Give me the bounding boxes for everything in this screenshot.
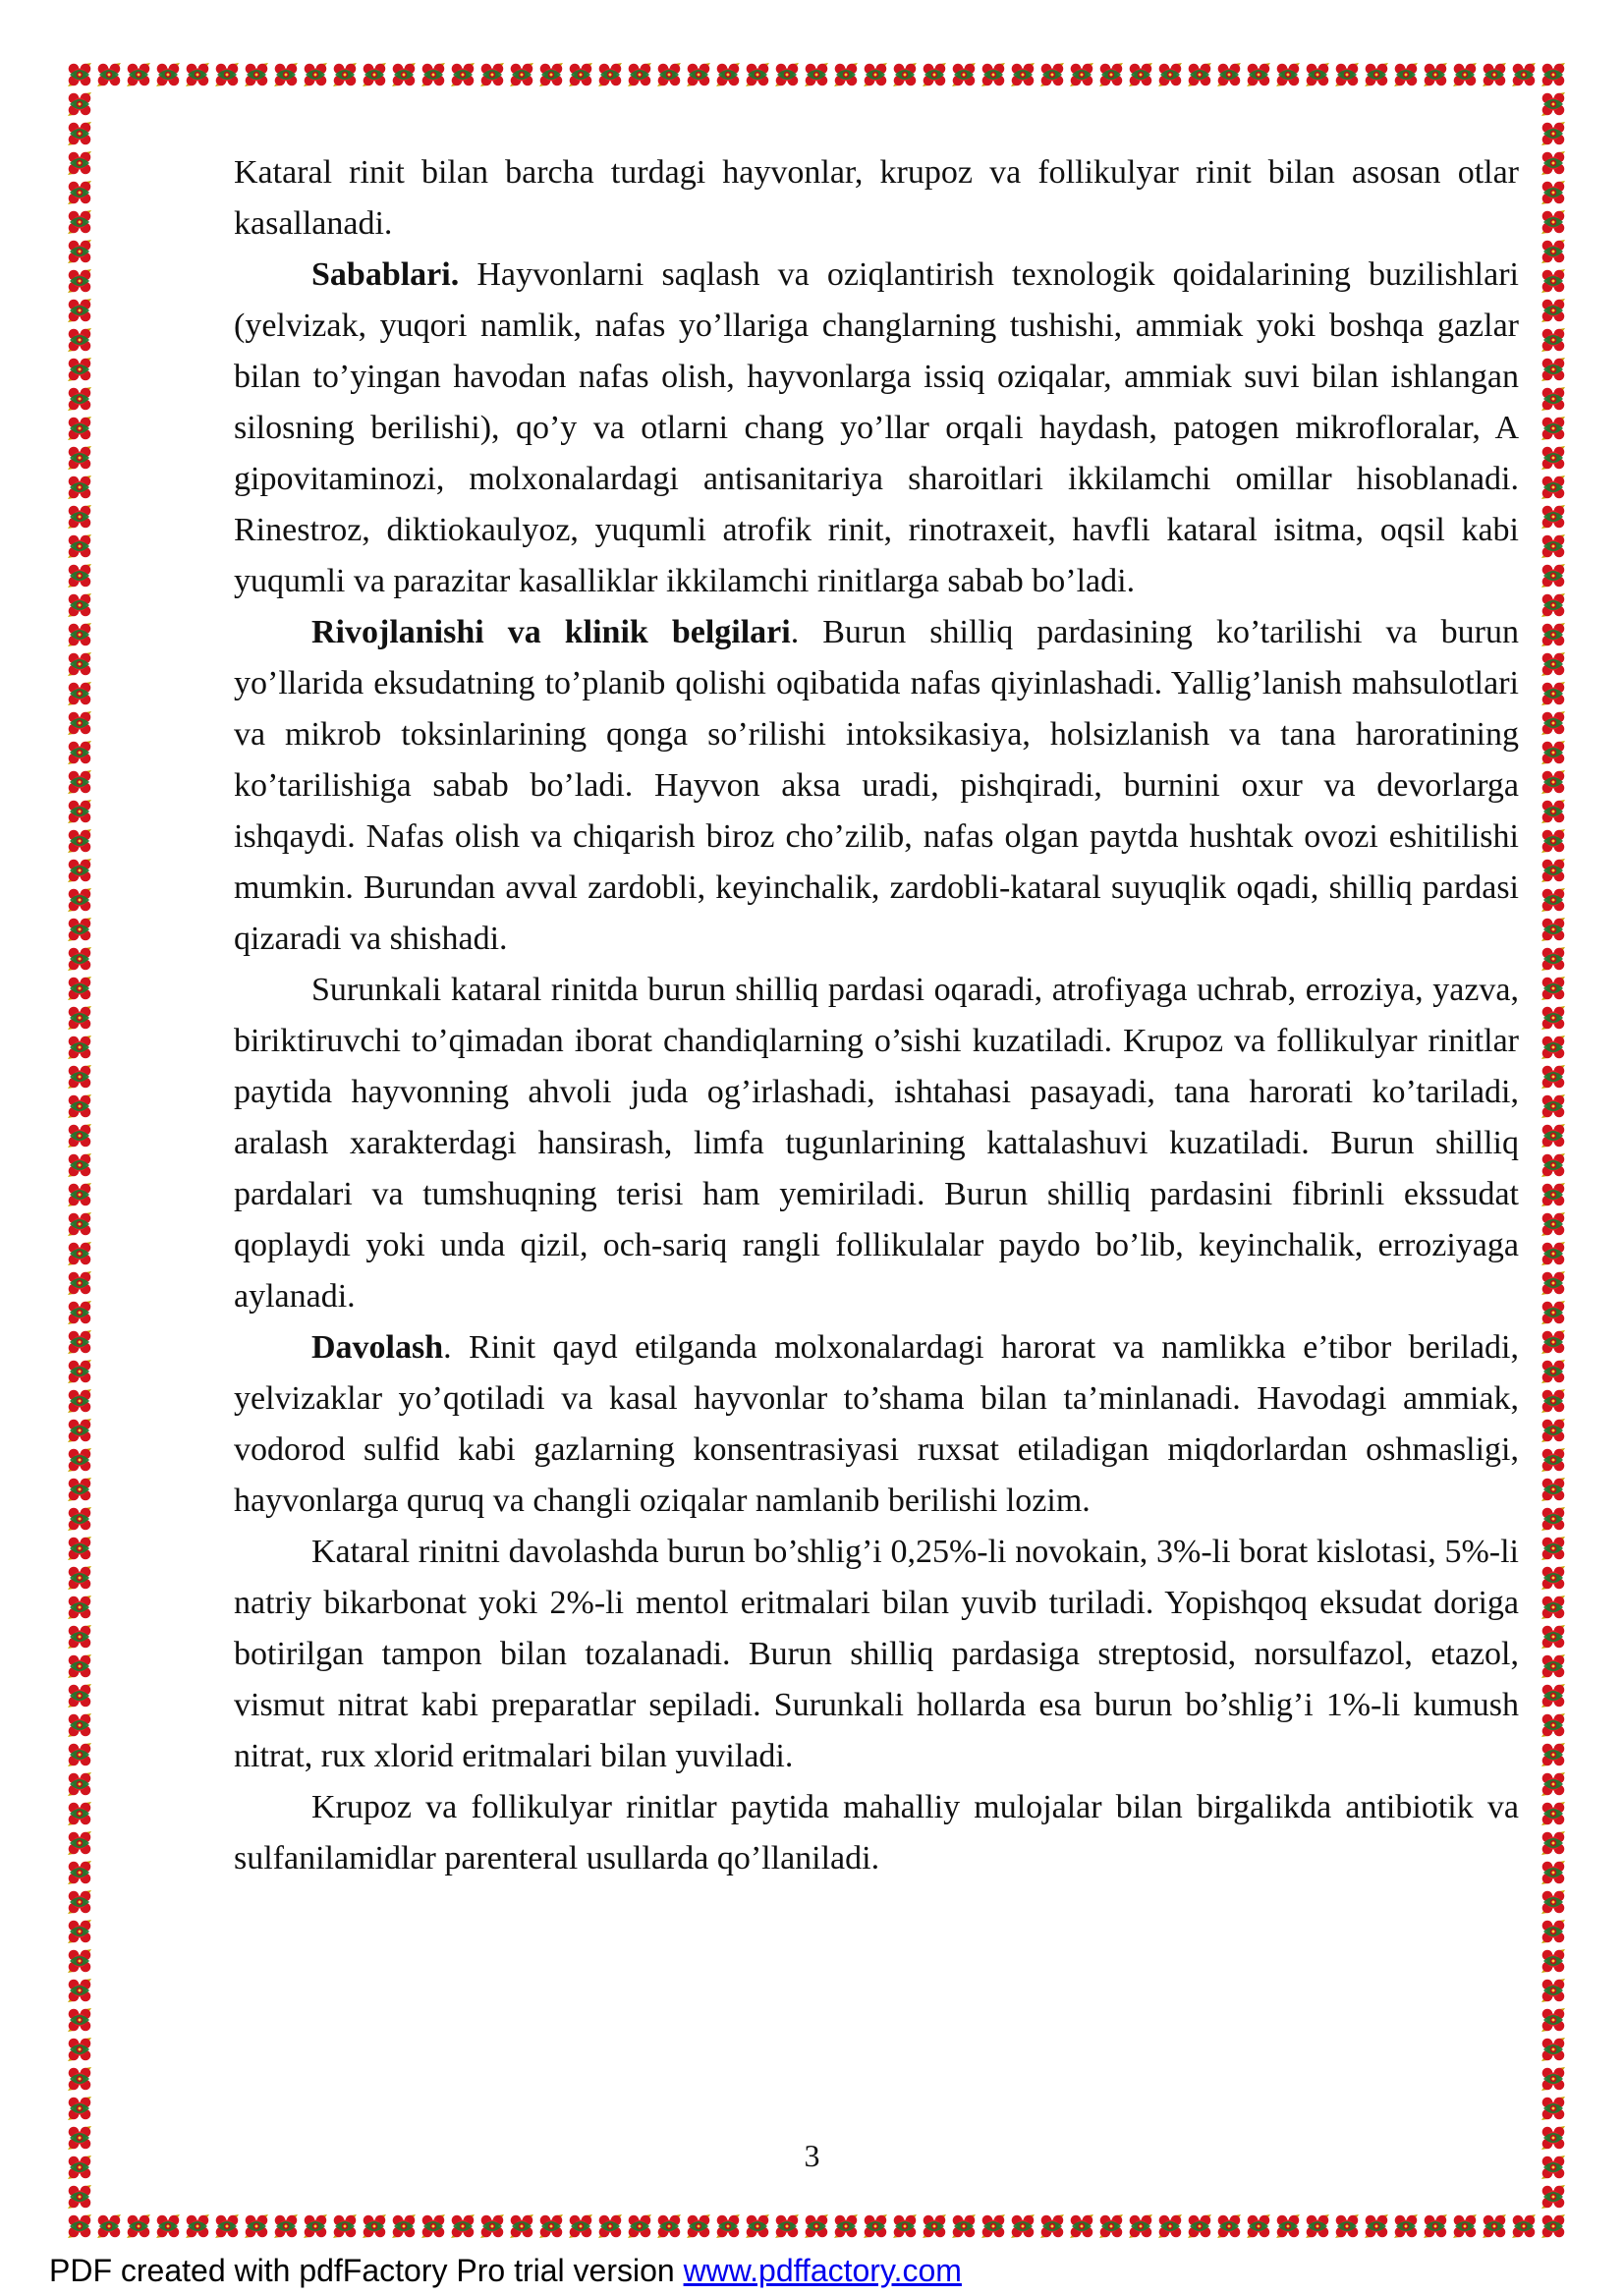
- page-body: [234, 147, 1519, 1884]
- paragraph-text: Kataral rinitni davolashda burun bo’shlig’i 0,25%-li novokain, 3%-li borat kislotasi, 5%-li natriy bikarbonat yoki 2%-li mentol eritmalari bilan yuvib turiladi. Yopishqoq eksudat doriga botirilgan tampon bilan tozalanadi. Burun shilliq pardasiga streptosid, norsulfazol, etazol, vismut nitrat kabi preparatlar sepiladi. Surunkali hollarda esa burun bo’shlig’i 1%-li kumush nitrat, rux xlorid eritmalari bilan yuviladi.: [234, 1534, 1519, 1774]
- paragraph-text: Hayvonlarni saqlash va oziqlantirish texnologik qoidalarining buzilishlari (yelvizak, yuqori namlik, nafas yo’llariga changlarning tushishi, ammiak yoki boshqa gazlar bilan to’yingan havodan nafas olish, hayvonlarga issiq oziqalar, ammiak suvi bilan ishlangan silosning berilishi), qo’y va otlarni chang yo’llar orqali haydash, patogen mikrofloralar, A gipovitaminozi, molxonalardagi antisanitariya sharoitlari ikkilamchi omillar hisoblanadi. Rinestroz, diktiokaulyoz, yuqumli atrofik rinit, rinotraxeit, havfli kataral isitma, oqsil kabi yuqumli va parazitar kasalliklar ikkilamchi rinitlarga sabab bo’ladi.: [234, 256, 1519, 599]
- flower-border-bottom: [65, 2212, 1568, 2241]
- heading-treatment: Davolash: [311, 1329, 444, 1366]
- paragraph-intro: [234, 147, 1519, 250]
- paragraph-treatment: [234, 1322, 1519, 1527]
- lead-separator: .: [443, 1329, 470, 1366]
- paragraph-text: Rinit qayd etilganda molxonalardagi harorat va namlikka e’tibor beriladi, yelvizaklar yo’qotiladi va kasal hayvonlar to’shama bilan ta’minlanadi. Havodagi ammiak, vodorod sulfid kabi gazlarning konsentrasiyasi ruxsat etiladigan miqdorlardan oshmasligi, hayvonlarga quruq va changli oziqalar namlanib berilishi lozim.: [234, 1329, 1520, 1519]
- paragraph-text: Surunkali kataral rinitda burun shilliq pardasi oqaradi, atrofiyaga uchrab, erroziya, yazva, biriktiruvchi to’qimadan iborat chandiqlarning o’sishi kuzatiladi. Krupoz va follikulyar rinitlar paytida hayvonning ahvoli juda og’irlashadi, ishtahasi pasayadi, tana harorati ko’tariladi, aralash xarakterdagi hansirash, limfa tugunlarining kattalashuvi kuzatiladi. Burun shilliq pardalari va tumshuqning terisi ham yemiriladi. Burun shilliq pardasini fibrinli ekssudat qoplaydi yoki unda qizil, och-sariq rangli follikulalar paydo bo’lib, keyinchalik, erroziyaga aylanadi.: [234, 972, 1519, 1315]
- pdf-footer: [49, 2253, 962, 2289]
- flower-border-right: [1539, 89, 1568, 2212]
- page-number: 3: [804, 2138, 820, 2173]
- paragraph-development: [234, 607, 1519, 965]
- lead-separator: [459, 256, 476, 293]
- heading-development: Rivojlanishi va klinik belgilari: [311, 614, 791, 650]
- footer-text: PDF created with pdfFactory Pro trial version: [49, 2253, 684, 2288]
- paragraph-text: Krupoz va follikulyar rinitlar paytida mahalliy mulojalar bilan birgalikda antibiotik va sulfanilamidlar parenteral usullarda qo’llaniladi.: [234, 1789, 1519, 1876]
- flower-border-left: [65, 89, 94, 2212]
- lead-separator: .: [790, 614, 823, 650]
- paragraph-causes: [234, 250, 1519, 607]
- paragraph-text: Burun shilliq pardasining ko’tarilishi va burun yo’llarida eksudatning to’planib qolishi oqibatida nafas qiyinlashadi. Yallig’lanish mahsulotlari va mikrob toksinlarining qonga so’rilishi intoksikasiya, holsizlanish va tana haroratining ko’tarilishiga sabab bo’ladi. Hayvon aksa uradi, pishqiradi, burnini oxur va devorlarga ishqaydi. Nafas olish va chiqarish biroz cho’zilib, nafas olgan paytda hushtak ovozi eshitilishi mumkin. Burundan avval zardobli, keyinchalik, zardobli-kataral suyuqlik oqadi, shilliq pardasi qizaradi va shishadi.: [234, 614, 1519, 957]
- footer-link[interactable]: www.pdffactory.com: [683, 2253, 962, 2288]
- paragraph-croupous-treatment: [234, 1782, 1519, 1884]
- paragraph-chronic: [234, 965, 1519, 1322]
- paragraph-text: Kataral rinit bilan barcha turdagi hayvonlar, krupoz va follikulyar rinit bilan asosan otlar kasallanadi.: [234, 154, 1519, 242]
- paragraph-catarrhal-treatment: [234, 1527, 1519, 1782]
- heading-causes: Sabablari.: [311, 256, 460, 293]
- flower-border-top: [65, 60, 1568, 89]
